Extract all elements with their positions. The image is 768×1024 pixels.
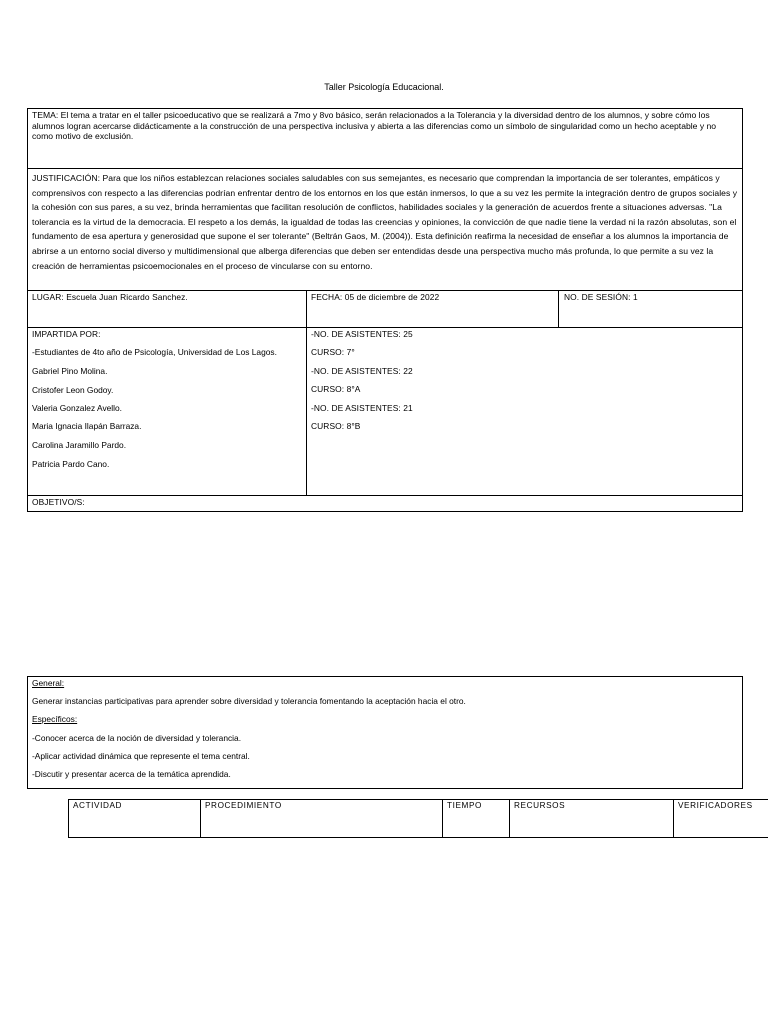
impartida-line: Cristofer Leon Godoy. <box>32 385 114 395</box>
document-title: Taller Psicología Educacional. <box>324 82 444 92</box>
general-label: General: <box>32 678 65 688</box>
lugar-cell: LUGAR: Escuela Juan Ricardo Sanchez. <box>32 292 188 302</box>
especifico-item: -Conocer acerca de la noción de diversidad y tolerancia. <box>32 733 242 743</box>
objetivos-label: OBJETIVO/S: <box>32 497 85 507</box>
actividad-table <box>68 799 768 838</box>
info-divider-1 <box>306 290 307 328</box>
actividad-col-divider <box>442 799 443 838</box>
curso-line: CURSO: 7° <box>311 347 355 357</box>
info-divider-2 <box>558 290 559 328</box>
impartida-line: -Estudiantes de 4to año de Psicología, Universidad de Los Lagos. <box>32 347 277 357</box>
asistentes-line: -NO. DE ASISTENTES: 22 <box>311 366 413 376</box>
justificacion-text: JUSTIFICACIÓN: Para que los niños establezcan relaciones sociales saludables con sus semejantes, es necesario que comprendan la importancia de ser tolerantes, empáticos y comprensivos con respecto a las diferencias podrían enfrentar dentro de los entornos en los que están inmersos, lo que a su vez les permite la integración dentro de grupos sociales y la cohesión con sus pares, a su vez, brinda herramientas que facilitan resolución de conflictos, habilidades sociales y la generación de acuerdos frente a situaciones adversas. "La tolerancia es la virtud de la democracia. El respeto a los demás, la igualdad de todas las creencias y opiniones, la convicción de que nadie tiene la verdad ni la razón absolutas, son el fundamento de esa apertura y generosidad que supone el ser tolerante" (Beltrán Gaos, M. (2004)). Esta definición reafirma la necesidad de enseñar a los alumnos la importancia de abrirse a un entorno social diverso y multidimensional que alberga diferencias que deben ser entendidas desde una perspectiva mucho más profunda, lo que permite a su vez la creación de herramientas psicoemocionales en el proceso de vincularse con su entorno. <box>32 173 738 271</box>
fecha-cell: FECHA: 05 de diciembre de 2022 <box>311 292 440 302</box>
asistentes-line: -NO. DE ASISTENTES: 21 <box>311 403 413 413</box>
especifico-item: -Aplicar actividad dinámica que represente el tema central. <box>32 751 250 761</box>
header-tiempo: TIEMPO <box>447 801 482 810</box>
impartida-heading: IMPARTIDA POR: <box>32 329 101 339</box>
impartida-line: Patricia Pardo Cano. <box>32 459 110 469</box>
especificos-label: Específicos: <box>32 714 78 724</box>
header-procedimiento: PROCEDIMIENTO <box>205 801 282 810</box>
curso-line: CURSO: 8°B <box>311 421 361 431</box>
objetivos-divider <box>27 495 743 496</box>
header-actividad: ACTIVIDAD <box>73 801 123 810</box>
sesion-cell: NO. DE SESIÓN: 1 <box>564 292 638 302</box>
impartida-divider <box>306 327 307 495</box>
header-recursos: RECURSOS <box>514 801 566 810</box>
impartida-line: Gabriel Pino Molina. <box>32 366 108 376</box>
especifico-item: -Discutir y presentar acerca de la temática aprendida. <box>32 769 231 779</box>
impartida-line: Maria Ignacia Ilapán Barraza. <box>32 421 142 431</box>
general-text: Generar instancias participativas para aprender sobre diversidad y tolerancia fomentando la aceptación hacia el otro. <box>32 696 466 706</box>
impartida-line: Valeria Gonzalez Avello. <box>32 403 123 413</box>
tema-text: TEMA: El tema a tratar en el taller psicoeducativo que se realizará a 7mo y 8vo básico, serán relacionados a la Tolerancia y la diversidad dentro de los alumnos, y sobre cómo los alumnos logran acercarse didácticamente a la construcción de una perspectiva inclusiva y abierta a las diferencias como un símbolo de singularidad como un hecho aceptable y no como motivo de exclusión. <box>32 110 717 141</box>
actividad-col-divider <box>200 799 201 838</box>
asistentes-line: -NO. DE ASISTENTES: 25 <box>311 329 413 339</box>
actividad-col-divider <box>673 799 674 838</box>
curso-line: CURSO: 8°A <box>311 384 361 394</box>
actividad-col-divider <box>509 799 510 838</box>
header-verificadores: VERIFICADORES <box>678 801 753 810</box>
impartida-line: Carolina Jaramillo Pardo. <box>32 440 127 450</box>
